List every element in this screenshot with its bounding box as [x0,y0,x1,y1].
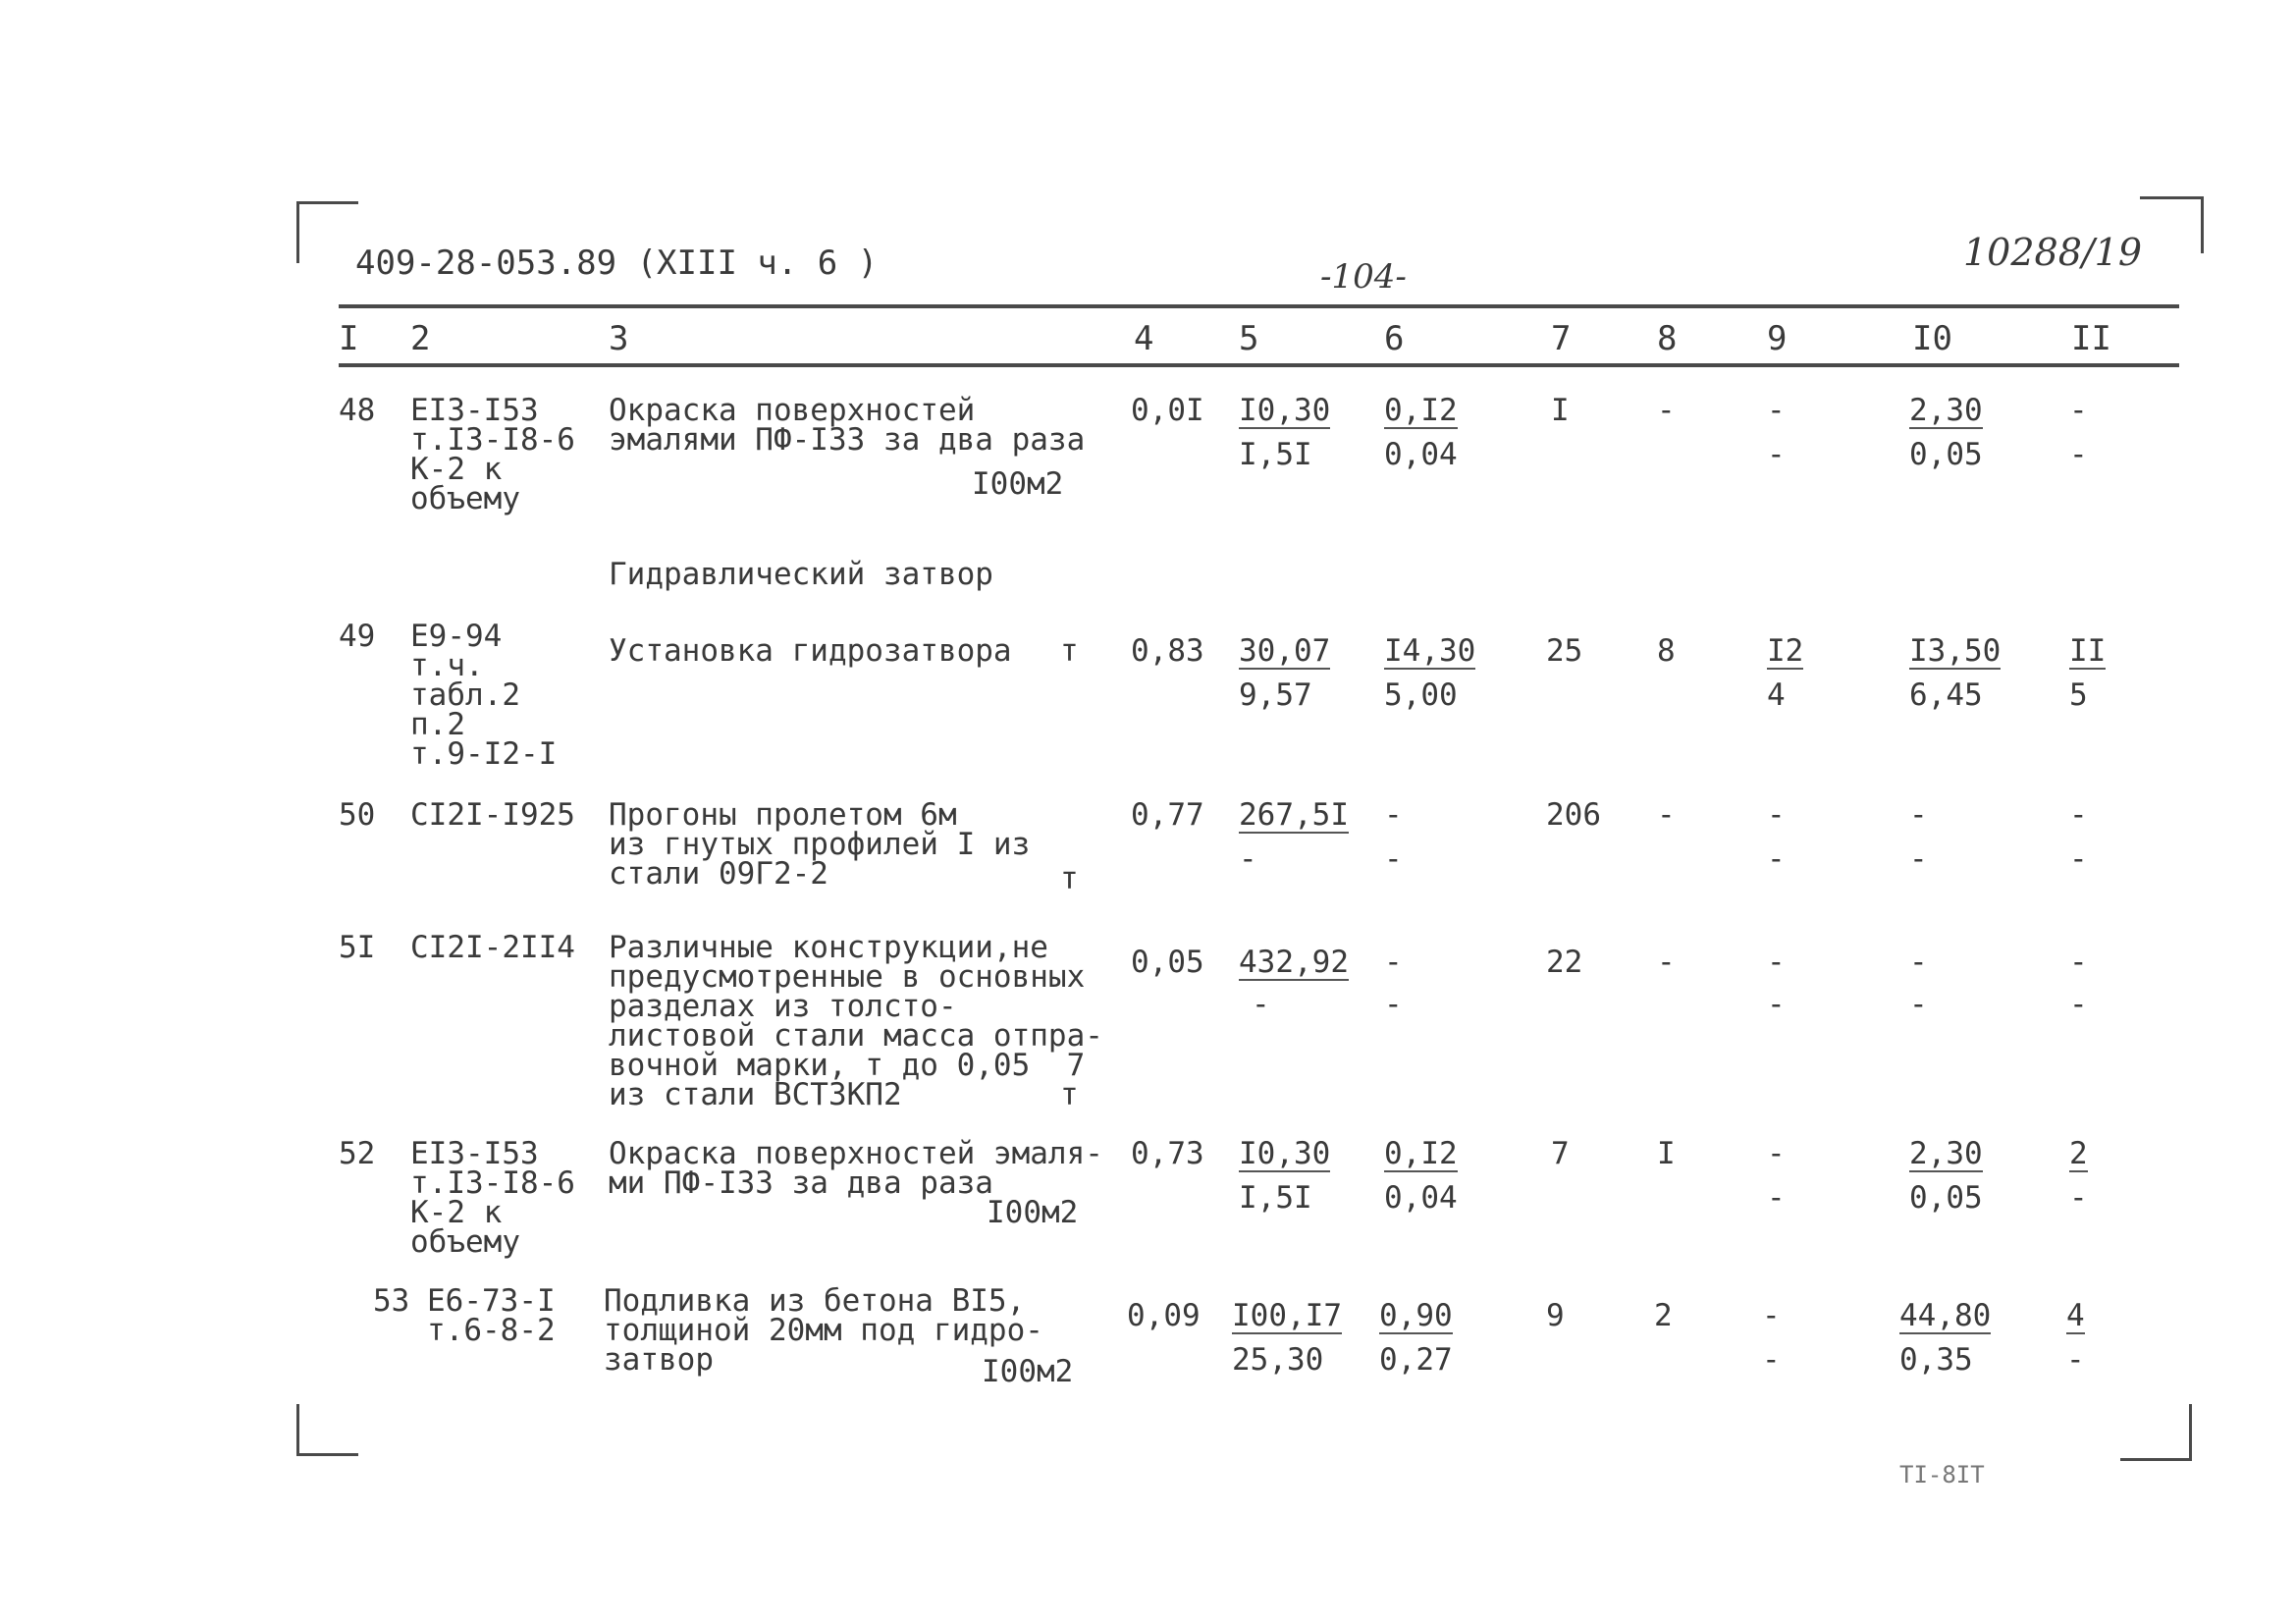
col5-bottom: 9,57 [1239,677,1312,713]
col11-top: 4 [2066,1298,2085,1333]
unit: т [1060,633,1079,669]
col8-value: - [1657,797,1676,833]
work-description: Прогоны пролетом 6м из гнутых профилей I из стали 09Г2-2 [609,797,1031,892]
col-header: 8 [1657,319,1678,358]
col9-top: - [1767,945,1786,980]
col7-value: 206 [1546,797,1601,833]
col5-top: 432,92 [1239,945,1349,980]
col4-value: 0,05 [1131,945,1204,980]
col10-top: - [1909,797,1928,833]
col9-top: - [1767,797,1786,833]
col-header: 6 [1384,319,1405,358]
col-header: I [339,319,359,358]
norm-code: CI2I-I925 [410,797,575,833]
col8-value: 2 [1654,1298,1673,1333]
footer-mirrored-code: TI-8IT [1899,1461,1985,1489]
work-description: Установка гидрозатвора [609,633,1012,669]
col9-bottom: - [1767,841,1786,877]
work-description: Подливка из бетона BI5, толщиной 20мм под гидро- затвор [604,1283,1043,1378]
corner-mark-bottom-right [2120,1404,2192,1461]
col6-bottom: - [1384,987,1403,1022]
section-heading: Гидравлический затвор [609,557,993,592]
col9-top: - [1767,393,1786,428]
col8-value: - [1657,945,1676,980]
work-description: Различные конструкции,не предусмотренные в основных разделах из толсто- листовой стали масса отпра- вочной марки, т до 0,05 7 из стали ВСТ3КП2 [609,930,1103,1112]
col9-bottom: - [1767,987,1786,1022]
col-header: 2 [410,319,431,358]
col11-top: - [2069,945,2088,980]
col5-bottom: I,5I [1239,1180,1312,1216]
col11-top: 2 [2069,1136,2088,1171]
col5-top: I0,30 [1239,393,1331,428]
row-number: 50 [339,797,376,833]
col10-bottom: 6,45 [1909,677,1983,713]
col10-bottom: - [1909,987,1928,1022]
col-header: II [2071,319,2111,358]
col9-bottom: - [1767,437,1786,472]
col5-bottom: 25,30 [1232,1342,1324,1378]
norm-code: EI3-I53 т.I3-I8-6 К-2 к объему [410,1136,575,1260]
col4-value: 0,09 [1127,1298,1201,1333]
col6-bottom: 5,00 [1384,677,1458,713]
col10-bottom: 0,05 [1909,1180,1983,1216]
table-header-rule [339,363,2179,367]
col-header: 4 [1134,319,1154,358]
col6-top: 0,90 [1379,1298,1453,1333]
col9-top: - [1762,1298,1781,1333]
col6-top: 0,I2 [1384,1136,1458,1171]
unit: I00м2 [987,1195,1079,1230]
col9-top: I2 [1767,633,1804,669]
col4-value: 0,83 [1131,633,1204,669]
col7-value: 9 [1546,1298,1565,1333]
col5-top: I0,30 [1239,1136,1331,1171]
col11-bottom: - [2069,987,2088,1022]
col6-bottom: - [1384,841,1403,877]
work-description: Окраска поверхностей эмалями ПФ-I33 за два раза [609,393,1086,458]
unit: т [1060,1077,1079,1112]
col5-top: 267,5I [1239,797,1349,833]
col11-bottom: - [2066,1342,2085,1378]
col4-value: 0,0I [1131,393,1204,428]
col6-top: - [1384,797,1403,833]
col-header: I0 [1912,319,1952,358]
norm-code: E6-73-I т.6-8-2 [427,1283,556,1348]
col11-top: - [2069,393,2088,428]
unit: т [1060,861,1079,896]
col9-bottom: - [1767,1180,1786,1216]
document-code: 409-28-053.89 (XIII ч. 6 ) [355,244,879,283]
col8-value: - [1657,393,1676,428]
row-number: 5I [339,930,376,965]
col10-top: 44,80 [1899,1298,1992,1333]
col6-bottom: 0,04 [1384,437,1458,472]
col5-bottom: - [1239,841,1257,877]
corner-mark-top-right [2140,196,2204,253]
unit: I00м2 [982,1354,1074,1389]
col6-top: 0,I2 [1384,393,1458,428]
unit: I00м2 [972,466,1064,502]
col4-value: 0,77 [1131,797,1204,833]
col10-bottom: 0,35 [1899,1342,1973,1378]
work-description: Окраска поверхностей эмаля- ми ПФ-I33 за два раза [609,1136,1103,1201]
row-number: 49 [339,619,376,654]
table-top-rule [339,304,2179,308]
col5-bottom: I,5I [1239,437,1312,472]
col-header: 7 [1551,319,1572,358]
corner-mark-top-left [296,201,358,263]
col7-value: 25 [1546,633,1583,669]
col11-top: - [2069,797,2088,833]
col6-top: I4,30 [1384,633,1476,669]
col8-value: 8 [1657,633,1676,669]
col-header: 3 [609,319,629,358]
col11-bottom: - [2069,1180,2088,1216]
row-number: 53 [373,1283,410,1319]
handwritten-stamp: 10288/19 [1963,231,2143,274]
col5-top: 30,07 [1239,633,1331,669]
col11-bottom: - [2069,841,2088,877]
col10-top: 2,30 [1909,393,1983,428]
col4-value: 0,73 [1131,1136,1204,1171]
col5-bottom: - [1252,987,1270,1022]
col11-bottom: 5 [2069,677,2088,713]
col6-bottom: 0,04 [1384,1180,1458,1216]
col6-bottom: 0,27 [1379,1342,1453,1378]
col-header: 9 [1767,319,1788,358]
col-header: 5 [1239,319,1259,358]
page-number: -104- [1320,257,1407,297]
col5-top: I00,I7 [1232,1298,1342,1333]
col9-bottom: 4 [1767,677,1786,713]
corner-mark-bottom-left [296,1404,358,1456]
row-number: 52 [339,1136,376,1171]
col8-value: I [1657,1136,1676,1171]
col10-top: 2,30 [1909,1136,1983,1171]
col6-top: - [1384,945,1403,980]
norm-code: E9-94 т.ч. табл.2 п.2 т.9-I2-I [410,619,558,772]
row-number: 48 [339,393,376,428]
col7-value: 7 [1551,1136,1570,1171]
col7-value: 22 [1546,945,1583,980]
col11-bottom: - [2069,437,2088,472]
col7-value: I [1551,393,1570,428]
col10-bottom: - [1909,841,1928,877]
col10-top: - [1909,945,1928,980]
col9-top: - [1767,1136,1786,1171]
col9-bottom: - [1762,1342,1781,1378]
col11-top: II [2069,633,2107,669]
norm-code: EI3-I53 т.I3-I8-6 К-2 к объему [410,393,575,516]
col10-bottom: 0,05 [1909,437,1983,472]
norm-code: CI2I-2II4 [410,930,575,965]
col10-top: I3,50 [1909,633,2002,669]
